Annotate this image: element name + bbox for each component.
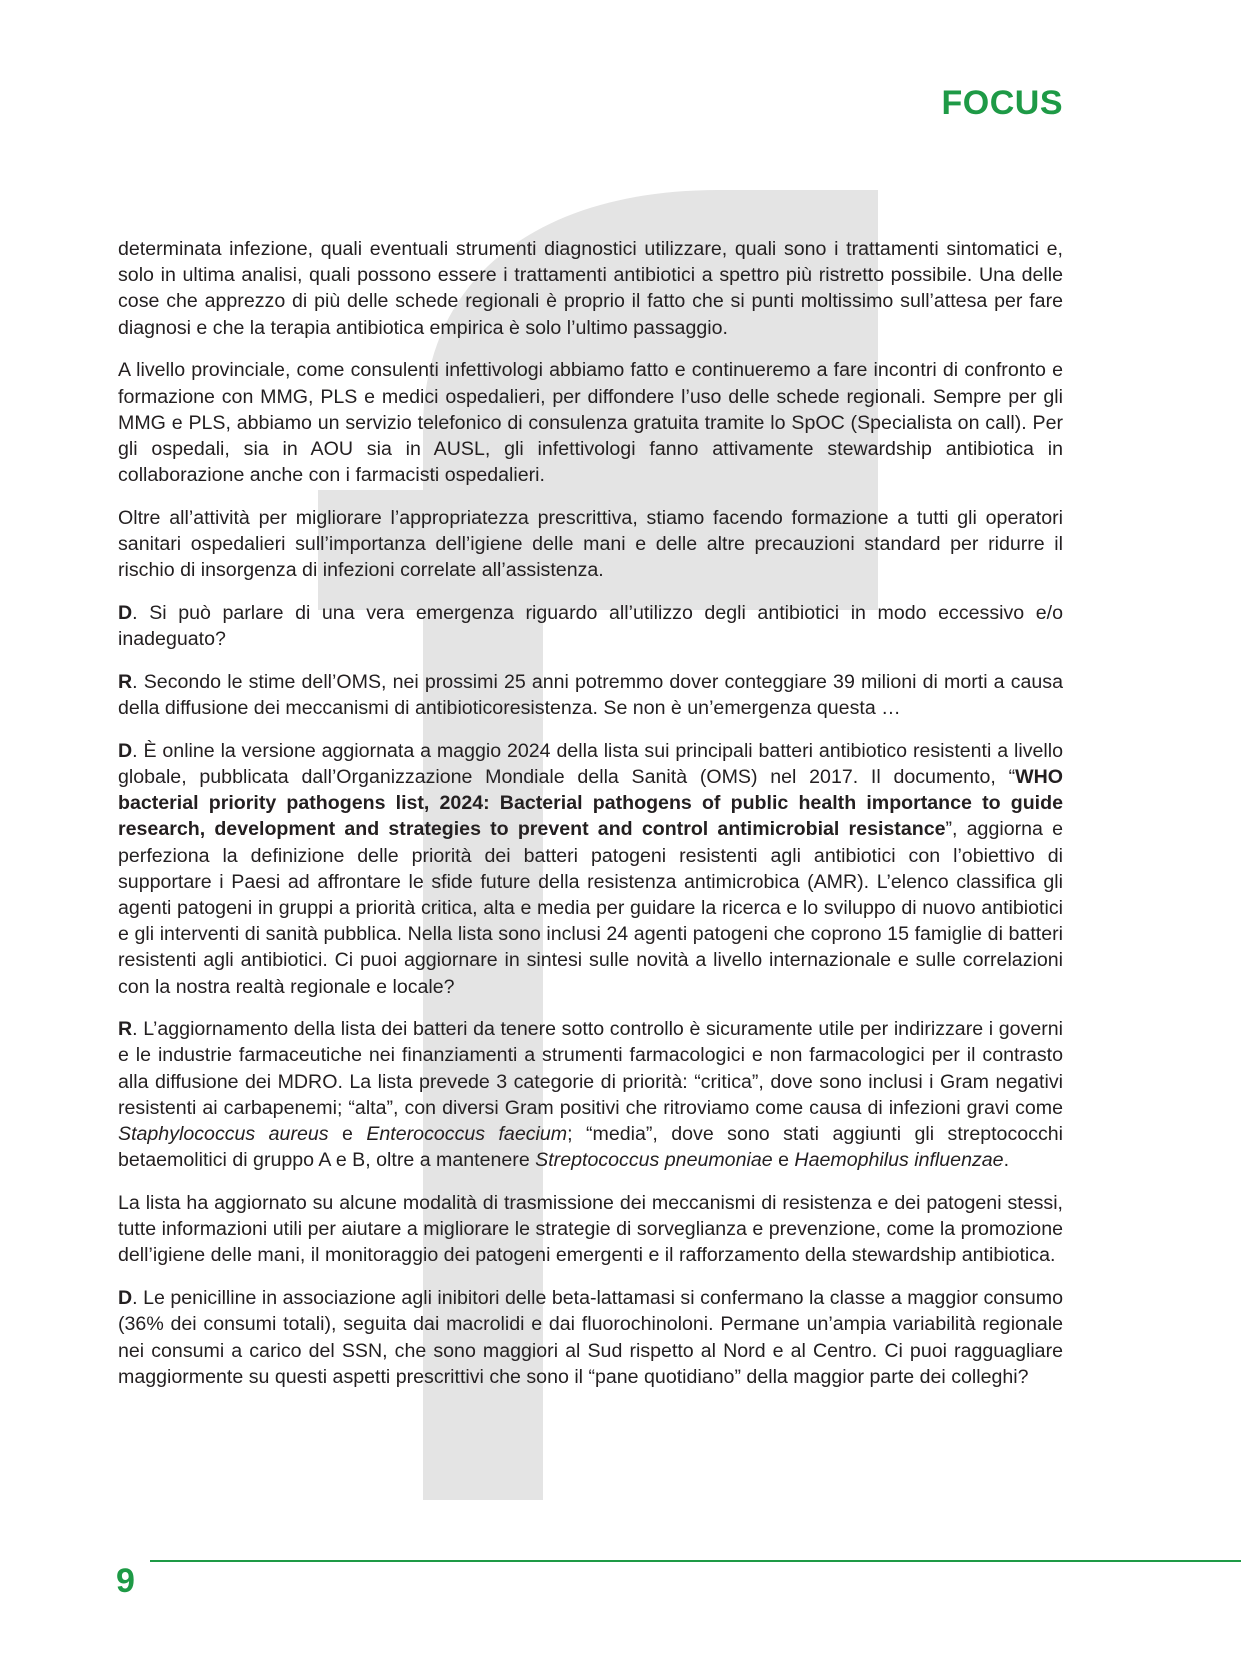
paragraph: determinata infezione, quali eventuali strumenti diagnostici utilizzare, quali sono i trattamenti sintomatici e, solo in ultima analisi, quali possono essere i trattamenti antibiotici a spettro più ristretto possibile. Una delle cose che apprezzo di più delle schede regionali è proprio il fatto che si punti moltissimo sull’attesa per fare diagnosi e che la terapia antibiotica empirica è solo l’ultimo passaggio. [118,238,1063,339]
answer-text: . [1003,1149,1010,1172]
answer-text: ; “media”, dove sono stati aggiunti gli streptococchi betaemolitici di gruppo A e B, oltre a mantenere [118,1123,1063,1172]
question-text: . È online la versione aggiornata a maggio 2024 della lista sui principali batteri antibiotico resistenti a livello globale, pubblicata dall’Organizzazione Mondiale della Sanità (OMS) nel 2017. Il documento, “ [118,739,1063,788]
article-body [118,236,1063,1406]
answer-text: e [772,1149,795,1172]
paragraph: A livello provinciale, come consulenti infettivologi abbiamo fatto e continueremo a fare incontri di confronto e formazione con MMG, PLS e medici ospedalieri, per diffondere l’uso delle schede regionali. Sempre per gli MMG e PLS, abbiamo un servizio telefonico di consulenza gratuita tramite lo SpOC (Specialista on call). Per gli ospedali, sia in AOU sia in AUSL, gli infettivologi fanno attivamente stewardship antibiotica in collaborazione anche con i farmacisti ospedalieri. [118,359,1063,487]
document-title: WHO bacterial priority pathogens list, 2024: Bacterial pathogens of public health importance to guide research, development and strategies to prevent and control antimicrobial resistance [118,765,1063,841]
question-paragraph [118,600,1063,652]
answer-marker: R [118,1018,133,1041]
answer-text: . Secondo le stime dell’OMS, nei prossimi 25 anni potremmo dover conteggiare 39 milioni di morti a causa della diffusione dei meccanismi di antibioticoresistenza. Se non è un’emergenza questa … [118,670,1063,720]
answer-text: e [328,1123,367,1146]
page-number: 9 [116,1562,135,1600]
question-marker: D [118,601,133,624]
footer-rule [150,1560,1241,1562]
question-text: . Si può parlare di una vera emergenza riguardo all’utilizzo degli antibiotici in modo eccessivo e/o inadeguato? [118,601,1063,651]
question-paragraph [118,738,1063,1000]
answer-marker: R [118,670,133,693]
answer-paragraph [118,1016,1063,1173]
paragraph: Oltre all’attività per migliorare l’appropriatezza prescrittiva, stiamo facendo formazione a tutti gli operatori sanitari ospedalieri sull’importanza dell’igiene delle mani e delle altre precauzioni standard per ridurre il rischio di insorgenza di infezioni correlate all’assistenza. [118,506,1063,582]
question-paragraph [118,1285,1063,1390]
species-name: Streptococcus pneumoniae [535,1149,773,1172]
section-label: FOCUS [941,84,1063,122]
species-name: Staphylococcus aureus [118,1123,329,1146]
question-text: . Le penicilline in associazione agli inibitori delle beta-lattamasi si confermano la classe a maggior consumo (36% dei consumi totali), seguita dai macrolidi e dai fluorochinoloni. Permane un’ampia variabilità regionale nei consumi a carico del SSN, che sono maggiori al Sud rispetto al Nord e al Centro. Ci puoi ragguagliare maggiormente su questi aspetti prescrittivi che sono il “pane quotidiano” della maggior parte dei colleghi? [118,1287,1063,1388]
species-name: Enterococcus faecium [366,1123,568,1146]
species-name: Haemophilus influenzae [794,1149,1004,1172]
paragraph: La lista ha aggiornato su alcune modalità di trasmissione dei meccanismi di resistenza e dei patogeni stessi, tutte informazioni utili per aiutare a migliorare le strategie di sorveglianza e prevenzione, come la promozione dell’igiene delle mani, il monitoraggio dei patogeni emergenti e il rafforzamento della stewardship antibiotica. [118,1192,1063,1267]
answer-text: . L’aggiornamento della lista dei batteri da tenere sotto controllo è sicuramente utile per indirizzare i governi e le industrie farmaceutiche nei finanziamenti a strumenti farmacologici e non farmacologici per il contrasto alla diffusione dei MDRO. La lista prevede 3 categorie di priorità: “critica”, dove sono inclusi i Gram negativi resistenti ai carbapenemi; “alta”, con diversi Gram positivi che ritroviamo come causa di infezioni gravi come [118,1018,1063,1119]
question-marker: D [118,739,133,762]
question-marker: D [118,1287,133,1310]
question-text: ”, aggiorna e perfeziona la definizione delle priorità dei batteri patogeni resistenti agli antibiotici con l’obiettivo di supportare i Paesi ad affrontare le sfide future della resistenza antimicrobica (AMR). L’elenco classifica gli agenti patogeni in gruppi a priorità critica, alta e media per guidare la ricerca e lo sviluppo di nuovo antibiotici e gli interventi di sanità pubblica. Nella lista sono inclusi 24 agenti patogeni che coprono 15 famiglie di batteri resistenti agli antibiotici. Ci puoi aggiornare in sintesi sulle novità a livello internazionale e sulle correlazioni con la nostra realtà regionale e locale? [118,818,1064,998]
answer-paragraph [118,669,1063,721]
